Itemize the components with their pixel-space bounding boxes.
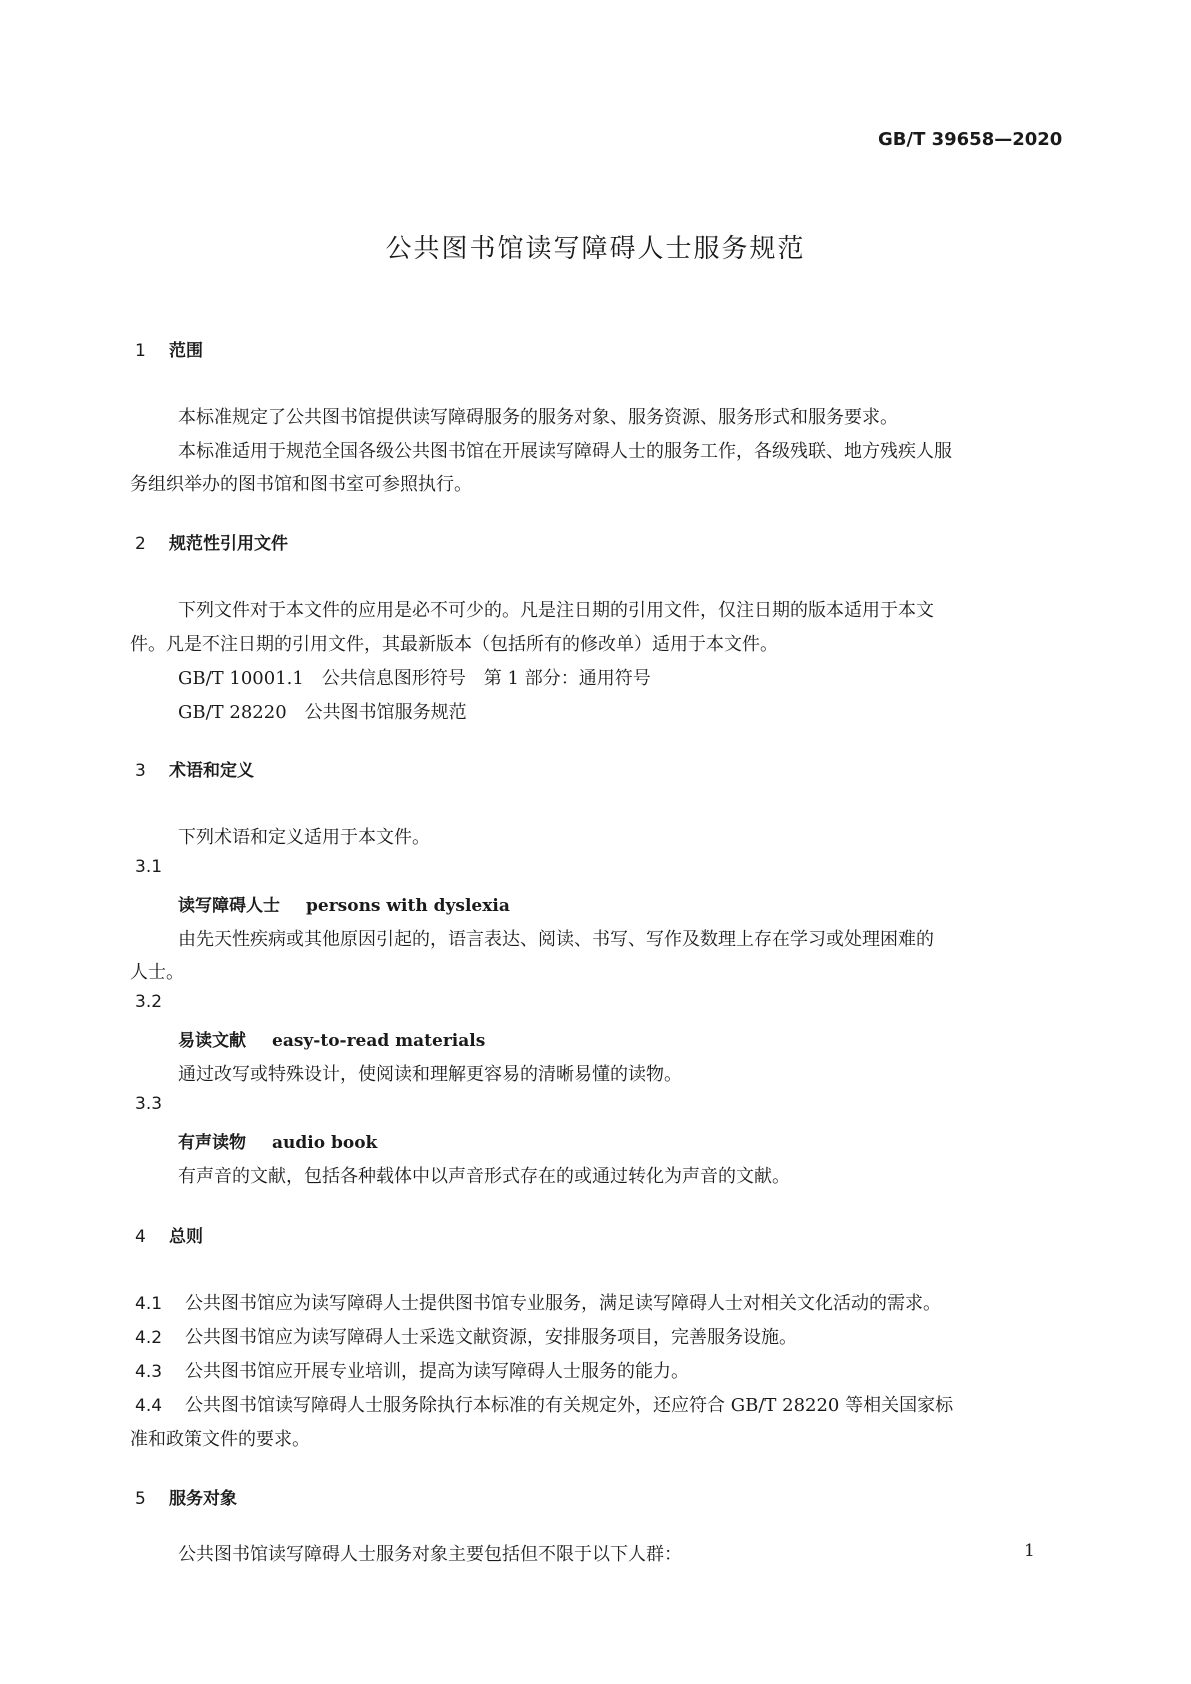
section-number: 5: [135, 1489, 146, 1509]
section-number: 4: [135, 1227, 146, 1247]
section-number: 3: [135, 761, 146, 781]
term-definition: 有声音的文献，包括各种载体中以声音形式存在的或通过转化为声音的文献。: [178, 1166, 790, 1187]
paragraph-line: 件。凡是不注日期的引用文件，其最新版本（包括所有的修改单）适用于本文件。: [130, 634, 778, 655]
term-english: easy-to-read materials: [272, 1031, 486, 1051]
clause-continuation: 准和政策文件的要求。: [130, 1429, 310, 1450]
term-entry: [178, 1128, 377, 1153]
section-title: 总则: [169, 1227, 203, 1247]
paragraph-line: 下列文件对于本文件的应用是必不可少的。凡是注日期的引用文件，仅注日期的版本适用于本文: [178, 600, 934, 621]
term-entry: [178, 1026, 485, 1051]
clause-number: 4.2: [135, 1328, 163, 1348]
term-entry: [178, 891, 510, 916]
reference-item: GB/T 10001.1 公共信息图形符号 第 1 部分：通用符号: [178, 668, 651, 689]
term-number: 3.1: [135, 857, 163, 877]
section-title: 范围: [169, 341, 203, 361]
term-english: persons with dyslexia: [306, 896, 510, 916]
paragraph: 下列术语和定义适用于本文件。: [178, 827, 430, 848]
section-4-heading: [135, 1222, 203, 1247]
clause-text: 公共图书馆应为读写障碍人士采选文献资源，安排服务项目，完善服务设施。: [185, 1327, 797, 1348]
section-title: 服务对象: [169, 1489, 237, 1509]
standard-number: GB/T 39658—2020: [878, 129, 1063, 150]
section-3-heading: [135, 756, 254, 781]
term-english: audio book: [272, 1133, 378, 1153]
clause-text: 公共图书馆读写障碍人士服务除执行本标准的有关规定外，还应符合 GB/T 28220 等相关国家标: [185, 1395, 954, 1416]
section-2-heading: [135, 529, 288, 554]
section-number: 2: [135, 534, 146, 554]
page-number: 1: [1024, 1541, 1035, 1561]
term-definition: 由先天性疾病或其他原因引起的，语言表达、阅读、书写、写作及数理上存在学习或处理困难的: [178, 929, 934, 950]
section-1-heading: [135, 336, 203, 361]
term-chinese: 读写障碍人士: [178, 896, 280, 916]
clause: [135, 1289, 941, 1315]
section-title: 术语和定义: [169, 761, 254, 781]
paragraph-line: 务组织举办的图书馆和图书室可参照执行。: [130, 474, 472, 495]
reference-item: GB/T 28220 公共图书馆服务规范: [178, 702, 467, 723]
term-chinese: 有声读物: [178, 1133, 246, 1153]
clause-number: 4.1: [135, 1294, 163, 1314]
clause: [135, 1357, 689, 1383]
document-title: 公共图书馆读写障碍人士服务规范: [385, 234, 806, 264]
clause-number: 4.3: [135, 1362, 163, 1382]
section-5-heading: [135, 1484, 237, 1509]
clause: [135, 1391, 953, 1417]
clause-text: 公共图书馆应为读写障碍人士提供图书馆专业服务，满足读写障碍人士对相关文化活动的需求。: [185, 1293, 941, 1314]
paragraph: 本标准规定了公共图书馆提供读写障碍服务的服务对象、服务资源、服务形式和服务要求。: [178, 407, 898, 428]
paragraph-line: 本标准适用于规范全国各级公共图书馆在开展读写障碍人士的服务工作，各级残联、地方残疾人服: [178, 441, 952, 462]
section-number: 1: [135, 341, 146, 361]
section-title: 规范性引用文件: [169, 534, 288, 554]
paragraph: 公共图书馆读写障碍人士服务对象主要包括但不限于以下人群：: [178, 1544, 682, 1565]
clause-number: 4.4: [135, 1396, 163, 1416]
term-number: 3.3: [135, 1094, 163, 1114]
term-definition: 人士。: [130, 962, 184, 983]
clause-text: 公共图书馆应开展专业培训，提高为读写障碍人士服务的能力。: [185, 1361, 689, 1382]
term-chinese: 易读文献: [178, 1031, 246, 1051]
clause: [135, 1323, 797, 1349]
term-definition: 通过改写或特殊设计，使阅读和理解更容易的清晰易懂的读物。: [178, 1064, 682, 1085]
term-number: 3.2: [135, 992, 163, 1012]
